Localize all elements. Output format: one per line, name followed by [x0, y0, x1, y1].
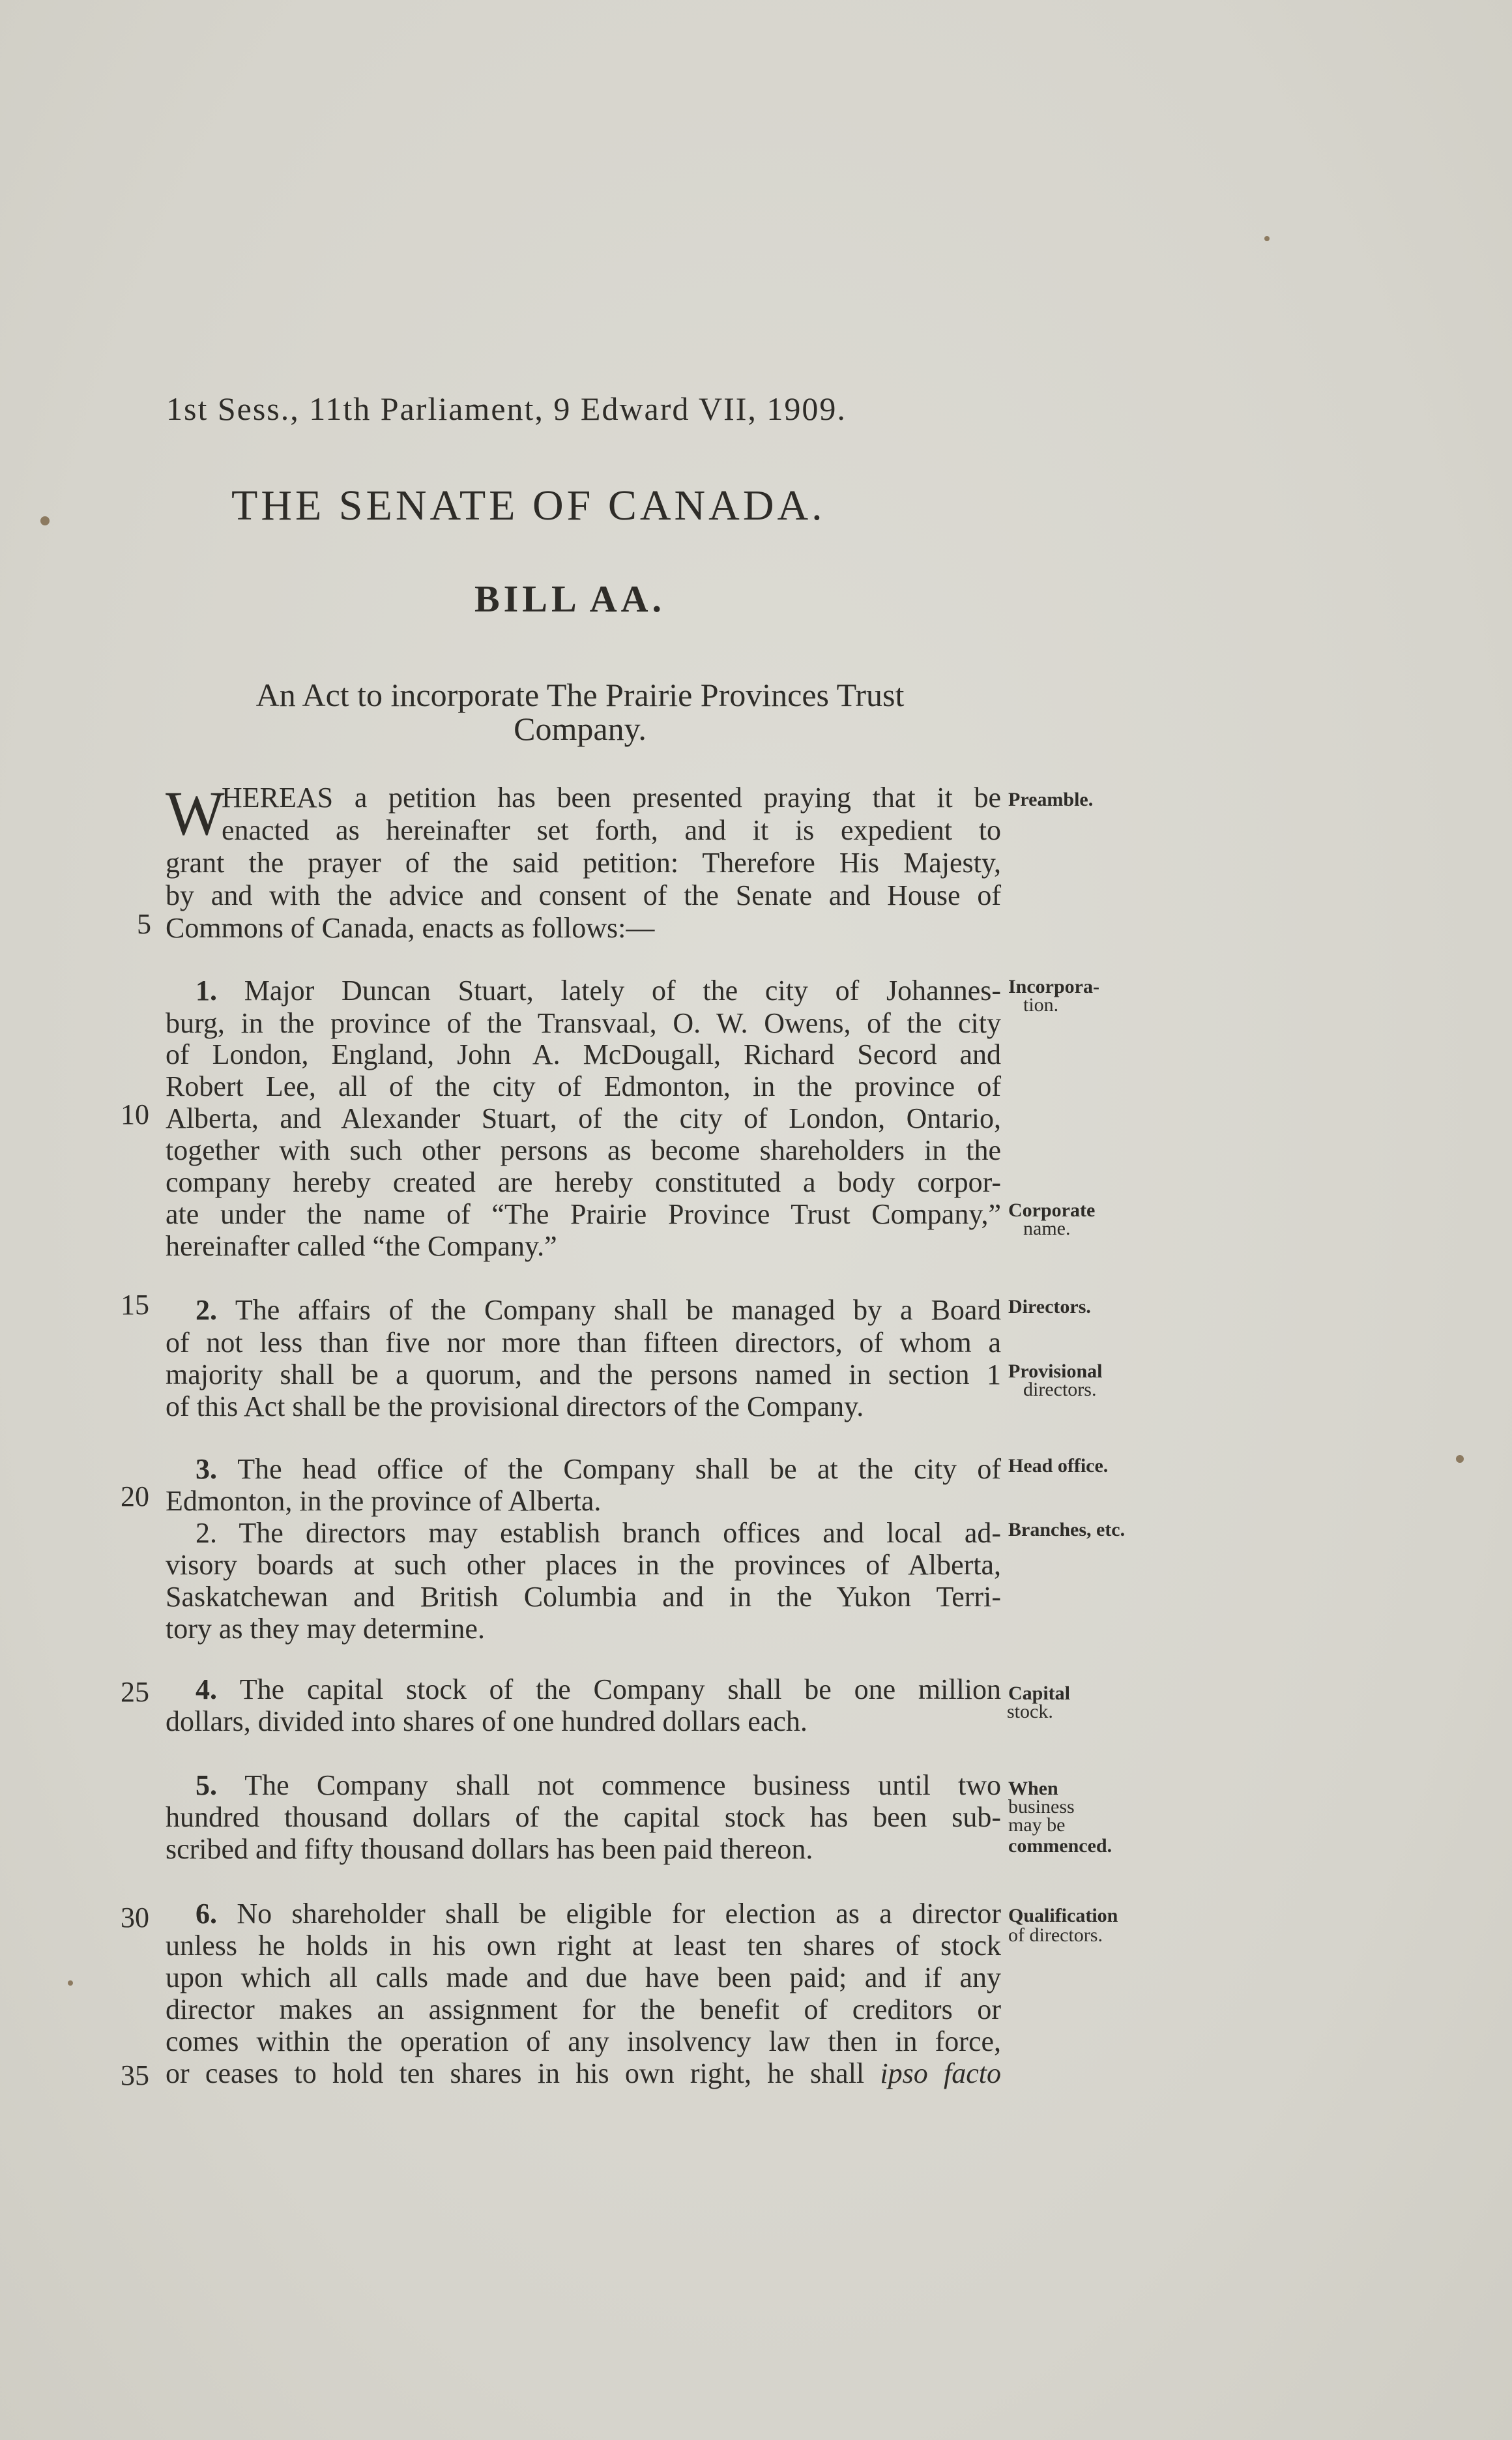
section-number: 6. — [196, 1898, 217, 1930]
dropcap-letter: W — [166, 778, 225, 848]
section2-line: of not less than five nor more than fifteen directors, of whom a — [166, 1327, 1001, 1359]
paper-speck — [1264, 236, 1270, 241]
section5-line: scribed and fifty thousand dollars has been paid thereon. — [166, 1833, 813, 1865]
section1-line: burg, in the province of the Transvaal, O. W. Owens, of the city — [166, 1007, 1001, 1039]
line-number: 5 — [137, 908, 151, 940]
section3-line: 2. The directors may establish branch offices and local ad- — [196, 1517, 1001, 1549]
section3-first-line — [196, 1454, 1001, 1485]
section4-line: dollars, divided into shares of one hundred dollars each. — [166, 1705, 807, 1737]
margin-note-qualification: of directors. — [1008, 1924, 1103, 1946]
section1-line: Alberta, and Alexander Stuart, of the city of London, Ontario, — [166, 1102, 1001, 1134]
line-number: 15 — [121, 1289, 149, 1321]
section3-line: tory as they may determine. — [166, 1613, 485, 1645]
paper-speck — [40, 516, 50, 525]
section-number: 3. — [196, 1453, 217, 1485]
section-number: 4. — [196, 1673, 217, 1705]
bill-heading: BILL AA. — [474, 578, 665, 620]
margin-note-incorporation: tion. — [1023, 994, 1059, 1016]
margin-note-provisional: Provisional — [1008, 1360, 1103, 1382]
section3-text: The head office of the Company shall be at the city of — [237, 1453, 1001, 1485]
preamble-line: HEREAS a petition has been presented praying that it be — [222, 782, 1001, 814]
preamble-line: enacted as hereinafter set forth, and it is expedient to — [222, 814, 1001, 846]
line-number: 30 — [121, 1902, 149, 1933]
margin-note-provisional: directors. — [1023, 1379, 1097, 1400]
margin-note-commencement: business — [1008, 1796, 1075, 1817]
section2-first-line — [196, 1295, 1001, 1326]
section1-text: Major Duncan Stuart, lately of the city of Johannes- — [244, 975, 1001, 1007]
line-number: 35 — [121, 2059, 149, 2091]
senate-heading: THE SENATE OF CANADA. — [231, 482, 826, 529]
section6-last-line — [166, 2058, 1001, 2089]
line-number: 25 — [121, 1676, 149, 1708]
section-number: 5. — [196, 1769, 217, 1801]
section6-text: No shareholder shall be eligible for election as a director — [237, 1898, 1001, 1930]
margin-note-commencement: When — [1008, 1778, 1058, 1799]
margin-note-commencement: commenced. — [1008, 1835, 1112, 1857]
preamble-line: Commons of Canada, enacts as follows:— — [166, 912, 655, 944]
section6-text: or ceases to hold ten shares in his own right, he shall — [166, 2057, 865, 2089]
section2-text: The affairs of the Company shall be managed by a Board — [235, 1294, 1002, 1326]
section2-line: of this Act shall be the provisional directors of the Company. — [166, 1390, 864, 1422]
section5-text: The Company shall not commence business until two — [244, 1769, 1002, 1801]
margin-note-preamble: Preamble. — [1008, 789, 1094, 810]
section2-line: majority shall be a quorum, and the persons named in section 1 — [166, 1359, 1001, 1390]
section-number: 2. — [196, 1294, 217, 1326]
margin-note-corporate: Corporate — [1008, 1199, 1096, 1221]
line-number: 10 — [121, 1098, 149, 1130]
margin-note-incorporation: Incorpora- — [1008, 976, 1099, 997]
section1-first-line — [196, 975, 1001, 1007]
section3-line: Saskatchewan and British Columbia and in the Yukon Terri- — [166, 1581, 1001, 1613]
margin-note-branches: Branches, etc. — [1008, 1519, 1126, 1540]
margin-note-qualification: Qualification — [1008, 1905, 1118, 1926]
section1-line: Robert Lee, all of the city of Edmonton, in the province of — [166, 1070, 1001, 1102]
section1-line: hereinafter called “the Company.” — [166, 1230, 557, 1262]
section5-first-line — [196, 1770, 1001, 1801]
margin-note-directors: Directors. — [1008, 1296, 1091, 1317]
section1-line: of London, England, John A. McDougall, Richard Secord and — [166, 1038, 1001, 1070]
session-header: 1st Sess., 11th Parliament, 9 Edward VII, 1909. — [166, 390, 847, 427]
section3-line: visory boards at such other places in the provinces of Alberta, — [166, 1549, 1001, 1581]
italic-phrase: ipso facto — [880, 2057, 1001, 2089]
section6-line: comes within the operation of any insolvency law then in force, — [166, 2025, 1001, 2057]
section6-first-line — [196, 1898, 1001, 1930]
margin-note-corporate: name. — [1023, 1218, 1071, 1239]
margin-note-capital: stock. — [1007, 1701, 1053, 1722]
section1-line: company hereby created are hereby constituted a body corpor- — [166, 1166, 1001, 1198]
paper-speck — [68, 1980, 73, 1986]
section6-line: director makes an assignment for the benefit of creditors or — [166, 1993, 1001, 2025]
section1-line: together with such other persons as become shareholders in the — [166, 1134, 1001, 1166]
section4-text: The capital stock of the Company shall be one million — [239, 1673, 1001, 1705]
section1-line: ate under the name of “The Prairie Province Trust Company,” — [166, 1198, 1001, 1230]
margin-note-capital: Capital — [1008, 1683, 1071, 1704]
section-number: 1. — [196, 975, 217, 1007]
paper-speck — [1456, 1455, 1464, 1463]
section5-line: hundred thousand dollars of the capital stock has been sub- — [166, 1801, 1001, 1833]
section4-first-line — [196, 1674, 1001, 1705]
line-number: 20 — [121, 1480, 149, 1512]
margin-note-commencement: may be — [1008, 1814, 1066, 1836]
section3-line: Edmonton, in the province of Alberta. — [166, 1485, 602, 1517]
section6-line: upon which all calls made and due have been paid; and if any — [166, 1962, 1001, 1993]
preamble-line: by and with the advice and consent of the Senate and House of — [166, 879, 1001, 911]
section6-line: unless he holds in his own right at least ten shares of stock — [166, 1930, 1001, 1962]
margin-note-head-office: Head office. — [1008, 1455, 1109, 1477]
preamble-line: grant the prayer of the said petition: Therefore His Majesty, — [166, 847, 1001, 879]
act-title: An Act to incorporate The Prairie Provinces Trust Company. — [255, 677, 905, 747]
